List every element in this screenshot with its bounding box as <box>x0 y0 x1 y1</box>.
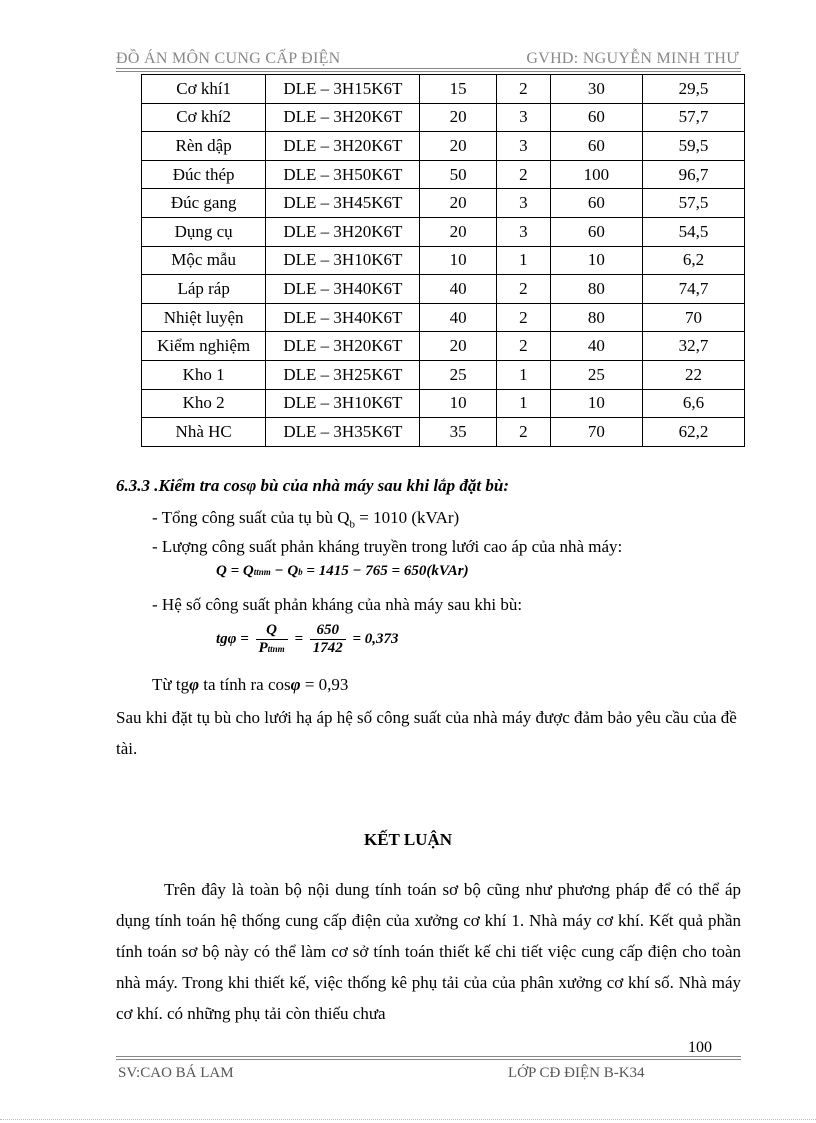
footer-rule <box>116 1056 741 1057</box>
table-cell: 3 <box>496 217 550 246</box>
table-cell: 10 <box>550 389 642 418</box>
table-cell: 35 <box>420 418 496 447</box>
table-row <box>142 360 745 389</box>
table-cell: 2 <box>496 332 550 361</box>
cos-result-line: Từ tgφ ta tính ra cosφ = 0,93 <box>152 675 349 694</box>
table-cell: DLE – 3H35K6T <box>266 418 420 447</box>
table-cell: 10 <box>550 246 642 275</box>
table-cell: Rèn dập <box>142 132 266 161</box>
header-rule-2 <box>116 71 741 72</box>
table-cell: DLE – 3H40K6T <box>266 303 420 332</box>
table-row <box>142 217 745 246</box>
table-cell: 40 <box>420 275 496 304</box>
table-cell: 20 <box>420 217 496 246</box>
table-cell: DLE – 3H20K6T <box>266 132 420 161</box>
table-cell: 1 <box>496 246 550 275</box>
table-cell: 2 <box>496 160 550 189</box>
table-cell: DLE – 3H20K6T <box>266 217 420 246</box>
table-cell: 15 <box>420 75 496 104</box>
table-cell: 57,5 <box>642 189 744 218</box>
table-cell: 3 <box>496 189 550 218</box>
table-cell: 22 <box>642 360 744 389</box>
table-cell: DLE – 3H20K6T <box>266 103 420 132</box>
table-cell: 60 <box>550 189 642 218</box>
table-row <box>142 303 745 332</box>
table-row <box>142 103 745 132</box>
table-cell: DLE – 3H10K6T <box>266 389 420 418</box>
table-cell: 80 <box>550 303 642 332</box>
table-row <box>142 389 745 418</box>
table-cell: 74,7 <box>642 275 744 304</box>
table-cell: Mộc mẫu <box>142 246 266 275</box>
table-cell: Nhà HC <box>142 418 266 447</box>
table-row <box>142 418 745 447</box>
reactive-power-line: - Lượng công suất phản kháng truyền trong lưới cao áp của nhà máy: <box>152 537 623 556</box>
table-cell: 3 <box>496 103 550 132</box>
table-cell: 1 <box>496 360 550 389</box>
table-cell: Đúc gang <box>142 189 266 218</box>
footer-right: LỚP CĐ ĐIỆN B-K34 <box>508 1065 645 1081</box>
table-row <box>142 275 745 304</box>
table-cell: DLE – 3H40K6T <box>266 275 420 304</box>
table-row <box>142 246 745 275</box>
conclusion-title: KẾT LUẬN <box>363 830 452 849</box>
table-cell: 54,5 <box>642 217 744 246</box>
footer-left: SV:CAO BÁ LAM <box>118 1065 234 1081</box>
total-capacitor-line: - Tổng công suất của tụ bù $Q_b = 1010$ (kVAr) <box>152 508 460 531</box>
table-cell: 60 <box>550 103 642 132</box>
capacitor-table <box>141 74 745 447</box>
table-cell: Kho 2 <box>142 389 266 418</box>
table-cell: 62,2 <box>642 418 744 447</box>
header-right: GVHD: NGUYỄN MINH THƯ <box>526 50 739 67</box>
table-cell: 57,7 <box>642 103 744 132</box>
table-cell: 30 <box>550 75 642 104</box>
footer-rule-2 <box>116 1059 741 1060</box>
after-compensation-paragraph: Sau khi đặt tụ bù cho lưới hạ áp hệ số công suất của nhà máy được đảm bảo yêu cầu của đề tài. <box>116 708 737 758</box>
table-cell: DLE – 3H45K6T <box>266 189 420 218</box>
table-row <box>142 132 745 161</box>
table-cell: 60 <box>550 217 642 246</box>
table-cell: DLE – 3H50K6T <box>266 160 420 189</box>
table-cell: Kiểm nghiệm <box>142 332 266 361</box>
page-edge <box>0 1119 816 1120</box>
formula-q: Q = Qttnm − Qb = 1415 − 765 = 650(kVAr) <box>216 563 469 579</box>
section-heading: 6.3.3 .Kiểm tra cosφ bù của nhà máy sau khi lắp đặt bù: <box>116 476 509 495</box>
table-cell: 70 <box>550 418 642 447</box>
table-cell: Láp ráp <box>142 275 266 304</box>
table-cell: Nhiệt luyện <box>142 303 266 332</box>
table-cell: 50 <box>420 160 496 189</box>
table-row <box>142 189 745 218</box>
table-cell: Kho 1 <box>142 360 266 389</box>
table-cell: 70 <box>642 303 744 332</box>
table-cell: 20 <box>420 332 496 361</box>
table-cell: 25 <box>420 360 496 389</box>
table-cell: 40 <box>420 303 496 332</box>
table-cell: 10 <box>420 389 496 418</box>
table-cell: DLE – 3H20K6T <box>266 332 420 361</box>
table-cell: 1 <box>496 389 550 418</box>
table-cell: 29,5 <box>642 75 744 104</box>
table-cell: 25 <box>550 360 642 389</box>
table-cell: 59,5 <box>642 132 744 161</box>
power-factor-line: - Hệ số công suất phản kháng của nhà máy sau khi bù: <box>152 595 523 614</box>
header-left: ĐỒ ÁN MÔN CUNG CẤP ĐIỆN <box>116 50 341 67</box>
table-cell: 2 <box>496 275 550 304</box>
table-cell: 2 <box>496 75 550 104</box>
formula-tgphi: tgφ = $\frac{Q}{\text{Pttnm}}$ = $\frac{650}{1742}$ = 0,373 <box>216 622 399 656</box>
table-cell: Dụng cụ <box>142 217 266 246</box>
table-row <box>142 75 745 104</box>
table-cell: 20 <box>420 103 496 132</box>
table-cell: 10 <box>420 246 496 275</box>
table-cell: 96,7 <box>642 160 744 189</box>
table-cell: 2 <box>496 303 550 332</box>
table-cell: 2 <box>496 418 550 447</box>
table-cell: 3 <box>496 132 550 161</box>
table-cell: DLE – 3H25K6T <box>266 360 420 389</box>
page-number: 100 <box>688 1039 712 1056</box>
table-cell: 6,2 <box>642 246 744 275</box>
table-cell: 20 <box>420 189 496 218</box>
table-cell: DLE – 3H10K6T <box>266 246 420 275</box>
table-cell: Cơ khí2 <box>142 103 266 132</box>
table-cell: 80 <box>550 275 642 304</box>
table-cell: 20 <box>420 132 496 161</box>
table-cell: 6,6 <box>642 389 744 418</box>
table-cell: 60 <box>550 132 642 161</box>
header-rule <box>116 68 741 69</box>
table-row <box>142 332 745 361</box>
table-cell: Cơ khí1 <box>142 75 266 104</box>
table-cell: Đúc thép <box>142 160 266 189</box>
table-row <box>142 160 745 189</box>
table-cell: 32,7 <box>642 332 744 361</box>
table-cell: 40 <box>550 332 642 361</box>
table-cell: 100 <box>550 160 642 189</box>
conclusion-paragraph: Trên đây là toàn bộ nội dung tính toán sơ bộ cũng như phương pháp để có thể áp dụng tính toán hệ thống cung cấp điện của xưởng cơ khí 1. Nhà máy cơ khí. Kết quả phần tính toán sơ bộ này có thể làm cơ sở tính toán thiết kế chi tiết việc cung cấp điện cho toàn nhà máy. Trong khi thiết kế, việc thống kê phụ tải của của phân xưởng cơ khí số. Nhà máy cơ khí. có những phụ tải còn thiếu chưa <box>116 880 741 1023</box>
table-cell: DLE – 3H15K6T <box>266 75 420 104</box>
